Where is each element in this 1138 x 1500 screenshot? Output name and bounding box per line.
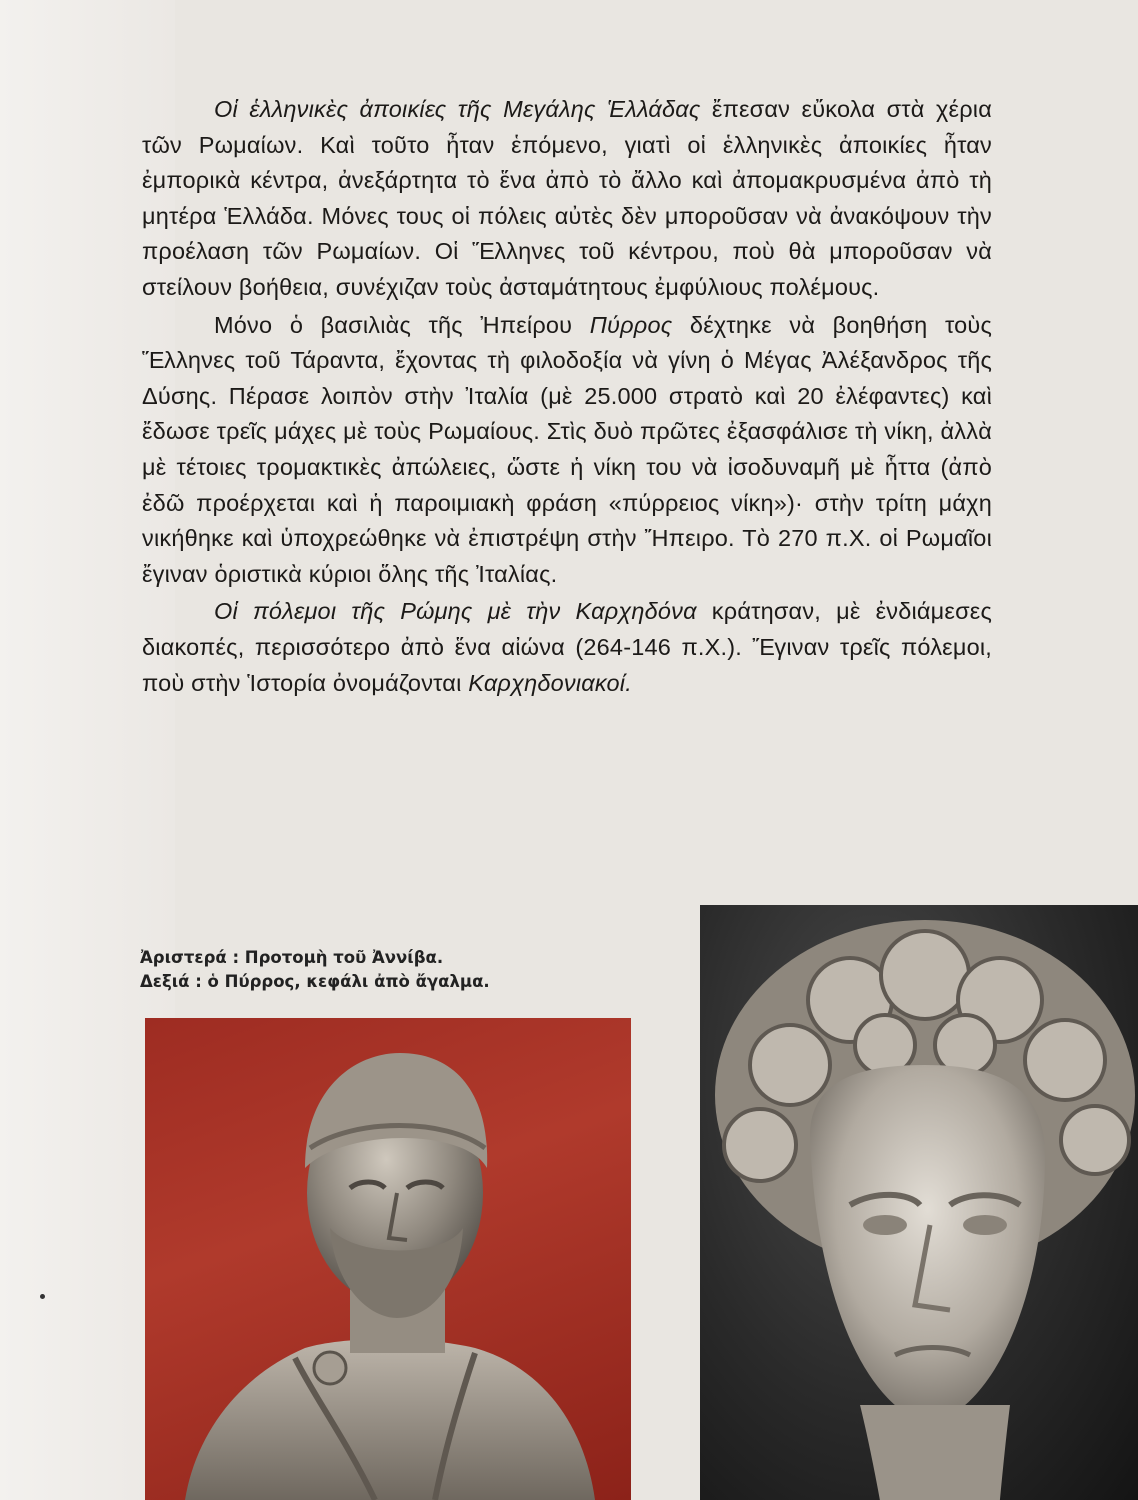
italic-name: Πύρρος (589, 311, 673, 338)
paragraph-text: ἔπεσαν εὔκολα στὰ χέρια τῶν Ρωμαίων. Καὶ τοῦτο ἦταν ἑπόμενο, γιατὶ οἱ ἑλληνικὲς ἀποικίες ἦταν ἐμπορικὰ κέντρα, ἀνεξάρτητα τὸ ἕνα ἀπὸ τὸ ἄλλο καὶ ἀπομακρυσμένα ἀπὸ τὴ μητέρα Ἑλλάδα. Μόνες τους οἱ πόλεις αὐτὲς δὲν μποροῦσαν νὰ ἀνακόψουν τὴν προέλαση τῶν Ρωμαίων. Οἱ Ἕλληνες τοῦ κέντρου, ποὺ θὰ μποροῦσαν νὰ στείλουν βοήθεια, συνέχιζαν τοὺς ἀσταμάτητους ἐμφύλιους πολέμους. (142, 96, 992, 300)
caption-left: Ἀριστερά : Προτομὴ τοῦ Ἀννίβα. (140, 948, 444, 967)
paragraph-colonies (142, 92, 992, 306)
body-text (142, 92, 992, 703)
paragraph-text: κράτησαν, μὲ ἐνδιάμεσες διακοπές, περισσότερο ἀπὸ ἕνα αἰώνα (264-146 π.Χ.). Ἔγιναν τρεῖς πόλεμοι, ποὺ στὴν Ἱστορία ὀνομάζονται (142, 598, 992, 696)
paragraph-text-before: Μόνο ὁ βασιλιὰς τῆς Ἠπείρου (214, 311, 590, 338)
pyrrhus-head-photo (700, 905, 1138, 1500)
photo-caption (140, 946, 610, 994)
paragraph-carthage (142, 594, 992, 701)
print-speck (40, 1294, 45, 1299)
italic-lead: Οἱ πόλεμοι τῆς Ρώμης μὲ τὴν Καρχηδόνα (214, 598, 697, 625)
pyrrhus-head-illustration (700, 905, 1138, 1500)
caption-right: Δεξιά : ὁ Πύρρος, κεφάλι ἀπὸ ἄγαλμα. (140, 972, 490, 991)
italic-term: Καρχηδονιακοί. (468, 669, 632, 696)
paragraph-pyrrhus (142, 308, 992, 593)
hannibal-bust-photo (145, 1018, 631, 1500)
paragraph-text-after: δέχτηκε νὰ βοηθήση τοὺς Ἕλληνες τοῦ Τάραντα, ἔχοντας τὴ φιλοδοξία νὰ γίνη ὁ Μέγας Ἀλέξανδρος τῆς Δύσης. Πέρασε λοιπὸν στὴν Ἰταλία (μὲ 25.000 στρατὸ καὶ 20 ἐλέφαντες) καὶ ἔδωσε τρεῖς μάχες μὲ τοὺς Ρωμαίους. Στὶς δυὸ πρῶτες ἐξασφάλισε τὴ νίκη, ἀλλὰ μὲ τέτοιες τρομακτικὲς ἀπώλειες, ὥστε ἡ νίκη του νὰ ἰσοδυναμῆ μὲ ἧττα (ἀπὸ ἐδῶ προέρχεται καὶ ἡ παροιμιακὴ φράση «πύρρειος νίκη»)· στὴν τρίτη μάχη νικήθηκε καὶ ὑποχρεώθηκε νὰ ἐπιστρέψη στὴν Ἤπειρο. Τὸ 270 π.Χ. οἱ Ρωμαῖοι ἔγιναν ὁριστικὰ κύριοι ὅλης τῆς Ἰταλίας. (142, 311, 992, 587)
hannibal-bust-illustration (145, 1018, 631, 1500)
italic-lead: Οἱ ἑλληνικὲς ἀποικίες τῆς Μεγάλης Ἑλλάδας (214, 96, 701, 122)
